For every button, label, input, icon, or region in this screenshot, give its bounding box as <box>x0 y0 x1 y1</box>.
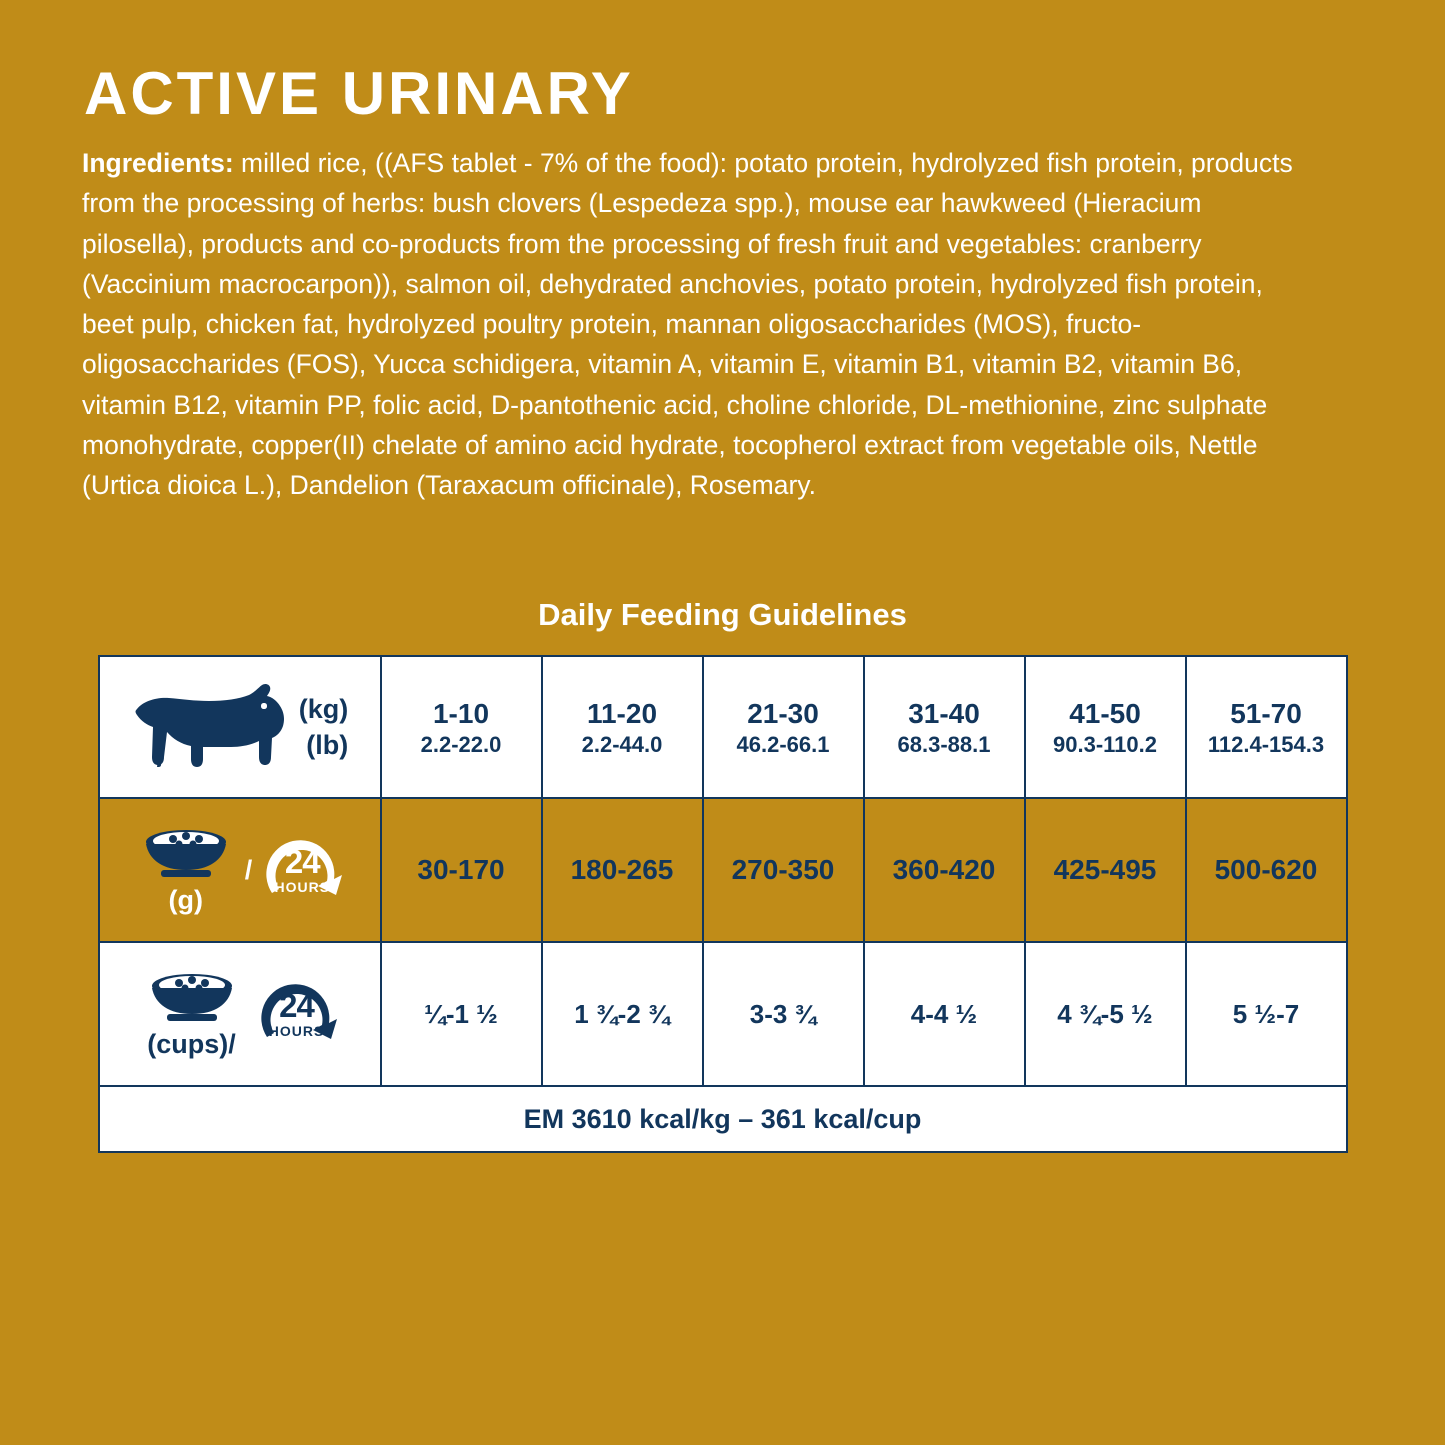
24-hours-icon <box>256 831 348 909</box>
feeding-table <box>98 655 1348 1153</box>
table-cell-weight-1 <box>381 656 542 798</box>
ingredients-text: milled rice, ((AFS tablet - 7% of the food): potato protein, hydrolyzed fish protein, products from the processing of herbs: bush clovers (Lespedeza spp.), mouse ear hawkweed (Hieracium pilosella), products and co-products from the processing of fresh fruit and vegetables: cranberry (Vaccinium macrocarpon)), salmon oil, dehydrated anchovies, potato protein, hydrolyzed fish protein, beet pulp, chicken fat, hydrolyzed poultry protein, mannan oligosaccharides (MOS), fructo-oligosaccharides (FOS), Yucca schidigera, vitamin A, vitamin E, vitamin B1, vitamin B2, vitamin B6, vitamin B12, vitamin PP, folic acid, D-pantothenic acid, choline chloride, DL-methionine, zinc sulphate monohydrate, copper(II) chelate of amino acid hydrate, tocopherol extract from vegetable oils, Nettle (Urtica dioica L.), Dandelion (Taraxacum officinale), Rosemary. <box>82 148 1293 501</box>
table-cell-grams-4: 360-420 <box>864 798 1025 942</box>
table-row-grams <box>99 798 1347 942</box>
weight-kg-4: 31-40 <box>908 697 980 729</box>
food-bowl-icon <box>131 824 241 885</box>
table-cell-grams-2: 180-265 <box>542 798 703 942</box>
table-cell-cups-5: 4 ¾-5 ½ <box>1025 942 1186 1086</box>
unit-grams-label: (g) <box>168 885 203 916</box>
cups-label-cell <box>99 942 381 1086</box>
page-title: ACTIVE URINARY <box>84 60 634 127</box>
clock-unit: HOURS <box>268 1023 325 1040</box>
weight-kg-1: 1-10 <box>432 697 490 729</box>
weight-kg-2: 11-20 <box>586 697 658 729</box>
table-cell-grams-6: 500-620 <box>1186 798 1347 942</box>
table-row-weights <box>99 656 1347 798</box>
table-cell-weight-5 <box>1025 656 1186 798</box>
weight-units <box>299 691 349 764</box>
table-cell-cups-3: 3-3 ¾ <box>703 942 864 1086</box>
table-cell-weight-4 <box>864 656 1025 798</box>
weight-kg-5: 41-50 <box>1069 697 1141 729</box>
weight-lb-3: 46.2-66.1 <box>736 731 830 757</box>
table-cell-cups-6: 5 ½-7 <box>1186 942 1347 1086</box>
grams-label-cell <box>99 798 381 942</box>
clock-number: 24 <box>279 987 314 1025</box>
table-cell-grams-1: 30-170 <box>381 798 542 942</box>
unit-kg-label: (kg) <box>298 693 349 724</box>
weight-lb-4: 68.3-88.1 <box>897 731 991 757</box>
table-cell-cups-2: 1 ¾-2 ¾ <box>542 942 703 1086</box>
feeding-guidelines-heading: Daily Feeding Guidelines <box>538 597 907 633</box>
table-cell-weight-3 <box>703 656 864 798</box>
weight-kg-6: 51-70 <box>1230 697 1302 729</box>
table-row-cups <box>99 942 1347 1086</box>
unit-cups-label: (cups)/ <box>147 1029 236 1060</box>
clock-number: 24 <box>284 843 320 881</box>
ingredients-label: Ingredients: <box>82 148 234 178</box>
dog-icon <box>131 679 291 776</box>
table-cell-cups-1: ¼-1 ½ <box>381 942 542 1086</box>
weights-label-cell <box>99 656 381 798</box>
table-cell-grams-3: 270-350 <box>703 798 864 942</box>
unit-lb-label: (lb) <box>306 730 349 761</box>
table-cell-weight-2 <box>542 656 703 798</box>
weight-lb-5: 90.3-110.2 <box>1053 731 1157 757</box>
table-row-energy <box>99 1086 1347 1152</box>
table-cell-weight-6 <box>1186 656 1347 798</box>
table-cell-grams-5: 425-495 <box>1025 798 1186 942</box>
weight-kg-3: 21-30 <box>747 697 819 729</box>
clock-unit: HOURS <box>274 879 331 896</box>
weight-lb-2: 2.2-44.0 <box>581 731 663 757</box>
table-cell-cups-4: 4-4 ½ <box>864 942 1025 1086</box>
energy-value: EM 3610 kcal/kg – 361 kcal/cup <box>99 1086 1347 1152</box>
24-hours-icon <box>251 975 343 1053</box>
ingredients-paragraph <box>82 143 1317 505</box>
weight-lb-1: 2.2-22.0 <box>420 731 502 757</box>
weight-lb-6: 112.4-154.3 <box>1207 731 1325 757</box>
slash-separator: / <box>244 854 253 885</box>
food-bowl-icon <box>137 968 247 1029</box>
